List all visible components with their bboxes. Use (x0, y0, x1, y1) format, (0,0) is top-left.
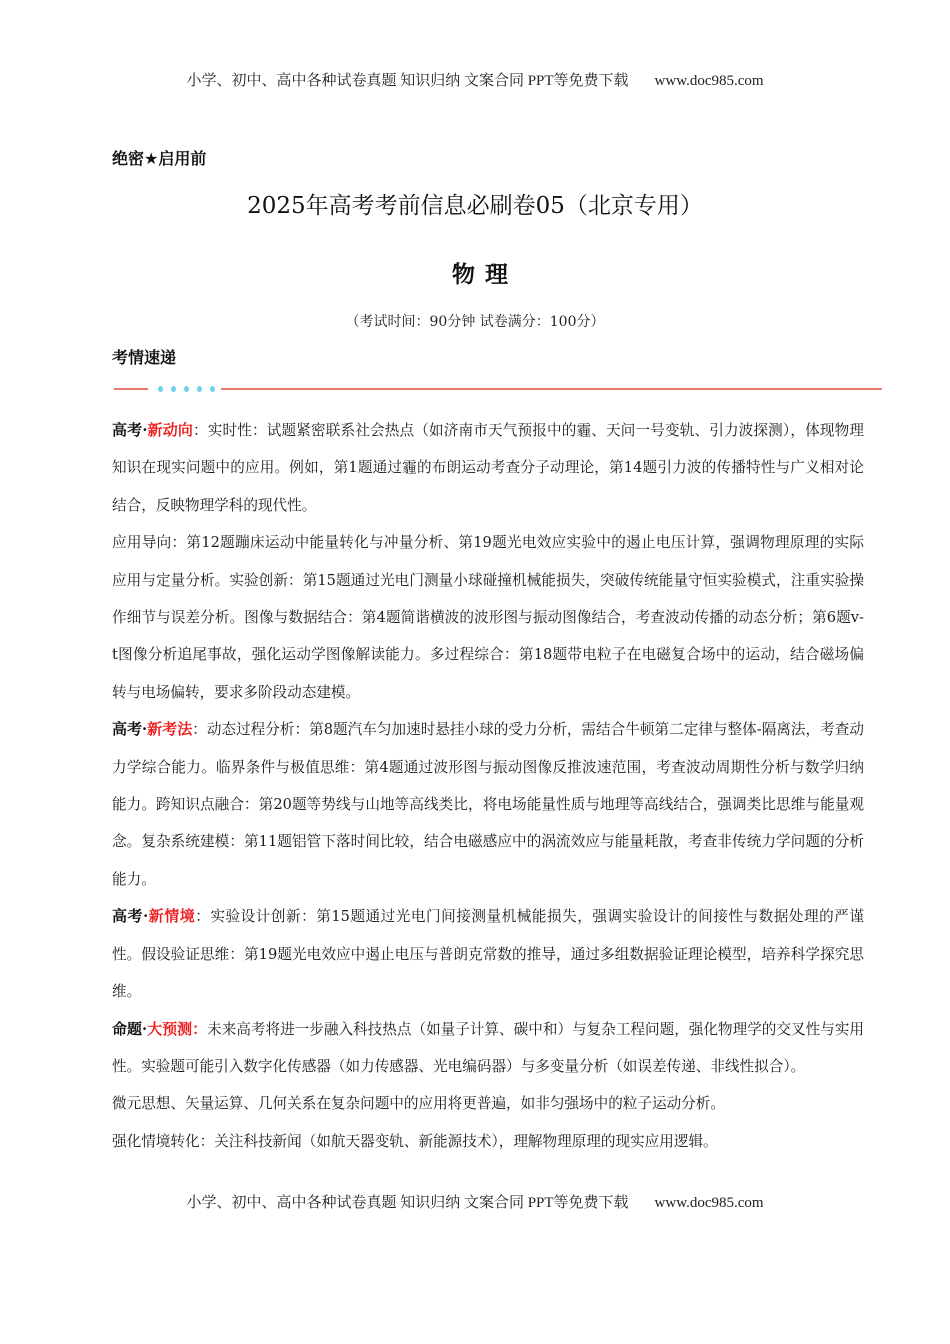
section-heading: 考情速递 (112, 348, 177, 367)
paragraph-label-highlight: 新动向 (147, 421, 194, 439)
label-separator: · (142, 422, 148, 439)
banner-text: 小学、初中、高中各种试卷真题 知识归纳 文案合同 PPT等免费下载 (186, 73, 629, 89)
label-separator: · (142, 721, 148, 739)
bottom-banner (0, 1191, 950, 1212)
paragraph-text: 动态过程分析：第8题汽车匀加速时悬挂小球的受力分析，需结合牛顿第二定律与整体-隔离法，考查动力学综合能力。临界条件与极值思维：第4题通过波形图与振动图像反推波速范围，考查波动周期性分析与数学归纳能力。跨知识点融合：第20题等势线与山地等高线类比，将电场能量性质与地理等高线结合，强调类比思维与能量观念。复杂系统建模：第11题铝管下落时间比较，结合电磁感应中的涡流效应与能量耗散，考查非传统力学问题的分析能力。 (112, 721, 864, 888)
paragraph-label: 高考 (112, 421, 143, 439)
dot-icon (197, 386, 202, 392)
label-separator: · (142, 1020, 148, 1038)
paragraph-label: 高考 (112, 907, 144, 926)
paragraph-text: 强化情境转化：关注科技新闻（如航天器变轨、新能源技术），理解物理原理的现实应用逻辑。 (112, 1132, 718, 1150)
paragraph-label-highlight: 大预测： (147, 1019, 208, 1038)
exam-info: （考试时间：90分钟 试卷满分：100分） (345, 314, 605, 330)
banner-url-link[interactable]: www.doc985.com (654, 73, 764, 89)
top-banner (0, 69, 950, 90)
paragraph-new-trend (112, 412, 864, 524)
dot-icon (171, 386, 176, 392)
content-body (112, 412, 864, 1160)
paragraph-label: 高考 (112, 720, 143, 739)
paragraph-text: 实时性：试题紧密联系社会热点（如济南市天气预报中的霾、天问一号变轨、引力波探测），体现物理知识在现实问题中的应用。例如，第1题通过霾的布朗运动考查分子动理论，第14题引力波的传播特性与广义相对论结合，反映物理学科的现代性。 (112, 422, 865, 514)
paragraph-label-highlight: 新考法 (147, 720, 193, 739)
label-colon: ： (192, 721, 207, 739)
paragraph-new-method (112, 711, 864, 898)
page-title: 2025年高考考前信息必刷卷05（北京专用） (247, 193, 703, 219)
paragraph-prediction (112, 1011, 864, 1086)
paragraph-text: 未来高考将进一步融入科技热点（如量子计算、碳中和）与复杂工程问题，强化物理学的交叉性与实用性。实验题可能引入数字化传感器（如力传感器、光电编码器）与多变量分析（如误差传递、非线性拟合）。 (112, 1020, 864, 1075)
banner-text: 小学、初中、高中各种试卷真题 知识归纳 文案合同 PPT等免费下载 (186, 1195, 629, 1211)
dot-icon (210, 386, 215, 392)
dot-icon (158, 386, 163, 392)
paragraph-label: 命题 (112, 1019, 143, 1038)
paragraph-text: 应用导向：第12题蹦床运动中能量转化与冲量分析、第19题光电效应实验中的遏止电压计算，强调物理原理的实际应用与定量分析。实验创新：第15题通过光电门测量小球碰撞机械能损失，突破传统能量守恒实验模式，注重实验操作细节与误差分析。图像与数据结合：第4题简谐横波的波形图与振动图像结合，考查波动传播的动态分析；第6题v-t图像分析追尾事故，强化运动学图像解读能力。多过程综合：第18题带电粒子在电磁复合场中的运动，结合磁场偏转与电场偏转，要求多阶段动态建模。 (112, 534, 864, 701)
paragraph-text: 微元思想、矢量运算、几何关系在复杂问题中的应用将更普遍，如非匀强场中的粒子运动分析。 (112, 1095, 725, 1113)
banner-url-link[interactable]: www.doc985.com (654, 1195, 764, 1211)
paragraph-text: 实验设计创新：第15题通过光电门间接测量机械能损失，强调实验设计的间接性与数据处理的严谨性。假设验证思维：第19题光电效应中遏止电压与普朗克常数的推导，通过多组数据验证理论模型，培养科学探究思维。 (112, 908, 864, 1001)
paragraph-new-context (112, 898, 864, 1010)
divider-line-short (114, 388, 148, 390)
paragraph-label-highlight: 新情境 (148, 907, 196, 926)
divider-line-long (221, 388, 882, 390)
label-colon: ： (193, 422, 208, 439)
confidential-label: 绝密★启用前 (112, 149, 207, 168)
label-separator: · (143, 908, 149, 926)
subject-title: 物理 (452, 262, 518, 288)
divider-dots (158, 386, 215, 392)
dot-icon (184, 386, 189, 392)
label-colon: ： (195, 908, 211, 926)
paragraph-micro-element (112, 1085, 864, 1122)
section-divider (114, 386, 882, 392)
paragraph-context-transfer (112, 1123, 864, 1160)
paragraph-application (112, 524, 864, 711)
